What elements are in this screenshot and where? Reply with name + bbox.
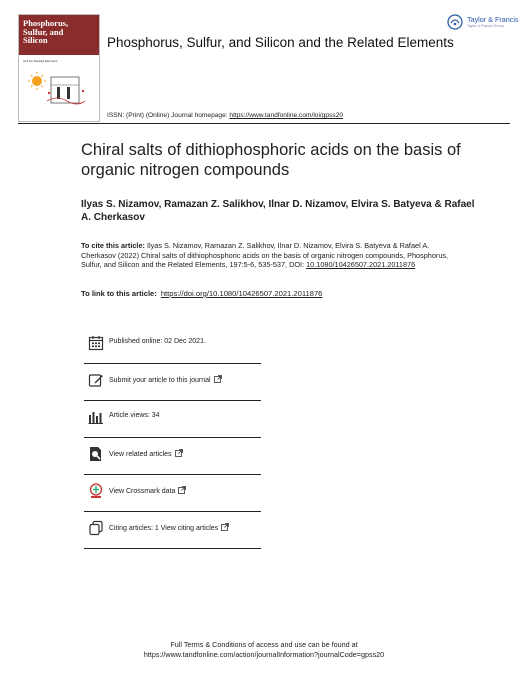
terms-link[interactable]: https://www.tandfonline.com/action/journalInformation?journalCode=gpss20 (143, 649, 385, 659)
article-doi-link[interactable]: https://doi.org/10.1080/10426507.2021.2011876 (160, 289, 323, 298)
publisher-logo-icon (447, 14, 463, 30)
calendar-icon (88, 335, 104, 351)
external-link-icon (221, 523, 229, 531)
edit-icon (88, 372, 104, 388)
crossmark-icon (88, 483, 104, 499)
related-search-icon (88, 446, 104, 462)
submit-article-row[interactable] (84, 364, 261, 401)
bar-chart-icon (88, 409, 104, 425)
issn-line (107, 112, 343, 119)
terms-footer (0, 640, 528, 659)
publisher-name: Taylor & Francis (467, 15, 519, 24)
crossmark-link[interactable]: View Crossmark data (109, 486, 186, 495)
article-views-row (84, 401, 261, 438)
article-stats-list (84, 327, 261, 549)
article-link-line (81, 289, 322, 298)
external-link-icon (175, 449, 183, 457)
external-link-icon (178, 486, 186, 494)
cite-doi-link[interactable]: 10.1080/10426507.2021.2011876 (306, 260, 416, 270)
journal-homepage-link[interactable]: https://www.tandfonline.com/loi/gpss20 (229, 112, 344, 119)
publisher-logo[interactable] (447, 13, 517, 35)
published-online-row (84, 327, 261, 364)
cite-label: To cite this article: (81, 241, 145, 250)
publisher-tagline: Taylor & Francis Group (467, 24, 504, 28)
citing-articles-row[interactable] (84, 512, 261, 549)
article-title: Chiral salts of dithiophosphoric acids on the basis of organic nitrogen compounds (81, 141, 461, 179)
external-link-icon (214, 375, 222, 383)
issn-label: ISSN: (Print) (Online) Journal homepage: (107, 112, 230, 119)
crossmark-row[interactable] (84, 475, 261, 512)
published-online-label: Published online: 02 Dec 2021. (109, 338, 206, 345)
article-views-label: Article views: 34 (109, 412, 160, 419)
header-divider (18, 123, 510, 124)
cover-illustration (27, 71, 89, 111)
terms-text: Full Terms & Conditions of access and use can be found at (170, 640, 358, 649)
citation-block (81, 241, 451, 270)
journal-cover-image (18, 14, 100, 122)
cite-text: Ilyas S. Nizamov, Ramazan Z. Salikhov, Ilnar D. Nizamov, Elvira S. Batyeva & Rafael A. Cherkasov (2022) Chiral salts of dithiophosphoric acids on the basis of organic nitrogen compounds, Phosphorus, Sulfur, and Silicon and the Related Elements, 197:5-6, 535-537, DOI: (81, 241, 449, 270)
citing-articles-link[interactable]: Citing articles: 1 View citing articles (109, 523, 229, 532)
related-articles-row[interactable] (84, 438, 261, 475)
citing-articles-icon (88, 520, 104, 536)
cover-title: Phosphorus, Sulfur, and Silicon (23, 18, 69, 45)
journal-title: Phosphorus, Sulfur, and Silicon and the Related Elements (107, 35, 454, 50)
related-articles-link[interactable]: View related articles (109, 449, 183, 458)
article-authors: Ilyas S. Nizamov, Ramazan Z. Salikhov, Ilnar D. Nizamov, Elvira S. Batyeva & Rafael A. Cherkasov (81, 199, 475, 223)
link-label: To link to this article: (81, 289, 157, 298)
cover-subtitle: and the Related Elements (23, 59, 58, 63)
submit-article-link[interactable]: Submit your article to this journal (109, 375, 222, 384)
